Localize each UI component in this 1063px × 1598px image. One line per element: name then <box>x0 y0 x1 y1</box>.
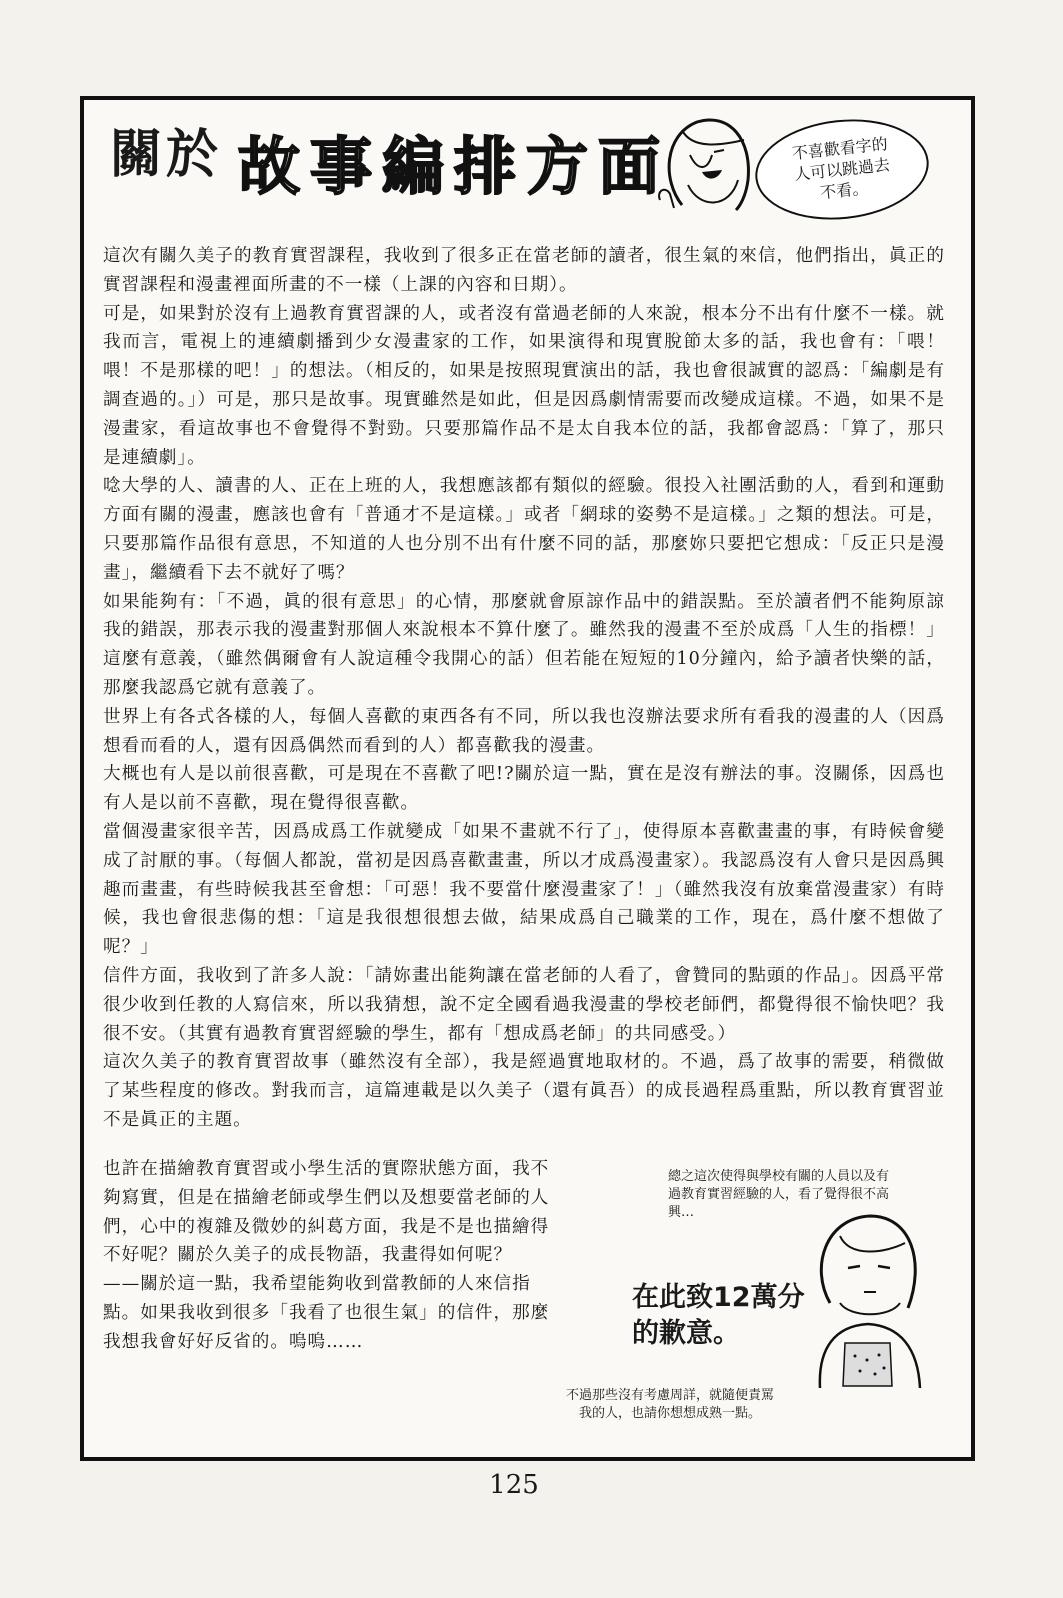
paragraph-8: 信件方面，我收到了許多人說：「請妳畫出能夠讓在當老師的人看了，會贊同的點頭的作品」。因爲平常很少收到任教的人寫信來，所以我猜想，說不定全國看過我漫畫的學校老師們，都覺得很不愉快吧？我很不安。（其實有過教育實習經驗的學生，都有「想成爲老師」的共同感受。） <box>103 965 945 1044</box>
speech-bubble-text: 不喜歡看字的人可以跳過去不看。 <box>791 134 891 203</box>
girl-illustration-bottom <box>790 1208 940 1393</box>
paragraph-1: 這次有關久美子的教育實習課程，我收到了很多正在當老師的讀者，很生氣的來信，他們指出，眞正的實習課程和漫畫裡面所畫的不一樣（上課的內容和日期）。 <box>103 246 945 295</box>
paragraph-5: 世界上有各式各樣的人，每個人喜歡的東西各有不同，所以我也沒辦法要求所有看我的漫畫的人（因爲想看而看的人，還有因爲偶然而看到的人）都喜歡我的漫畫。 <box>103 706 945 756</box>
article-body-lower <box>103 1155 565 1357</box>
paragraph-4: 如果能夠有：「不過，眞的很有意思」的心情，那麼就會原諒作品中的錯誤點。至於讀者們不能夠原諒我的錯誤，那表示我的漫畫對那個人來說根本不算什麼了。雖然我的漫畫不至於成爲「人生的指標！」這麼有意義，（雖然偶爾會有人說這種令我開心的話）但若能在短短的10分鐘內，給予讀者快樂的話，那麼我認爲它就有意義了。 <box>103 591 945 698</box>
title-prefix: 關於 <box>110 125 223 185</box>
paragraph-3: 唸大學的人、讀書的人、正在上班的人，我想應該都有類似的經驗。很投入社團活動的人，看到和運動方面有關的漫畫，應該也會有「普通才不是這樣。」或者「網球的姿勢不是這樣。」之類的想法。可是，只要那篇作品很有意思，不知道的人也分別不出有什麼不同的話，那麼妳只要把它想成：「反正只是漫畫」，繼續看下去不就好了嗎？ <box>103 476 945 583</box>
paragraph-9: 這次久美子的教育實習故事（雖然沒有全部），我是經過實地取材的。不過，爲了故事的需要，稍微做了某些程度的修改。對我而言，這篇連載是以久美子（還有眞吾）的成長過程爲重點，所以教育實習並不是眞正的主題。 <box>103 1052 945 1130</box>
side-note-top: 總之這次使得與學校有關的人員以及有過教育實習經驗的人，看了覺得很不高興… <box>668 1169 890 1220</box>
paragraph-11: ——關於這一點，我希望能夠收到當教師的人來信指點。如果我收到很多「我看了也很生氣」的信件，那麼我想我會好好反省的。嗚嗚…… <box>103 1274 550 1352</box>
side-note-bottom: 不過那些沒有考慮周詳，就隨便責罵我的人，也請你想想成熟一點。 <box>565 1388 774 1421</box>
article-body <box>103 242 945 1135</box>
page-title: 故事編排方面 <box>238 130 671 203</box>
paragraph-7: 當個漫畫家很辛苦，因爲成爲工作就變成「如果不畫就不行了」，使得原本喜歡畫畫的事，有時候會變成了討厭的事。（每個人都說，當初是因爲喜歡畫畫，所以才成爲漫畫家）。我認爲沒有人會只是因爲興趣而畫畫，有些時候我甚至會想：「可惡！我不要當什麼漫畫家了！」（雖然我沒有放棄當漫畫家）有時候，我也會很悲傷的想：「這是我很想很想去做，結果成爲自己職業的工作，現在，爲什麼不想做了呢？」 <box>103 821 945 958</box>
apology-text: 在此致12萬分的歉意。 <box>632 1282 805 1349</box>
page-number: 125 <box>489 1470 539 1500</box>
paragraph-6: 大概也有人是以前很喜歡，可是現在不喜歡了吧!?關於這一點，實在是沒有辦法的事。沒關係，因爲也有人是以前不喜歡，現在覺得很喜歡。 <box>103 764 945 814</box>
paragraph-10: 也許在描繪教育實習或小學生活的實際狀態方面，我不夠寫實，但是在描繪老師或學生們以及想要當老師的人們，心中的複雜及微妙的糾葛方面，我是不是也描繪得不好呢？關於久美子的成長物語，我畫得如何呢？ <box>103 1159 550 1266</box>
paragraph-2: 可是，如果對於沒有上過教育實習課的人，或者沒有當過老師的人來說，根本分不出有什麼不一樣。就我而言，電視上的連續劇播到少女漫畫家的工作，如果演得和現實脫節太多的話，我也會有：「喂！喂！不是那樣的吧！」的想法。（相反的，如果是按照現實演出的話，我也會很誠實的認爲：「編劇是有調查過的。」）可是，那只是故事。現實雖然是如此，但是因爲劇情需要而改變成這樣。不過，如果不是漫畫家，看這故事也不會覺得不對勁。只要那篇作品不是太自我本位的話，我都會認爲：「算了，那只是連續劇」。 <box>103 303 945 468</box>
girl-illustration-top <box>652 110 772 225</box>
